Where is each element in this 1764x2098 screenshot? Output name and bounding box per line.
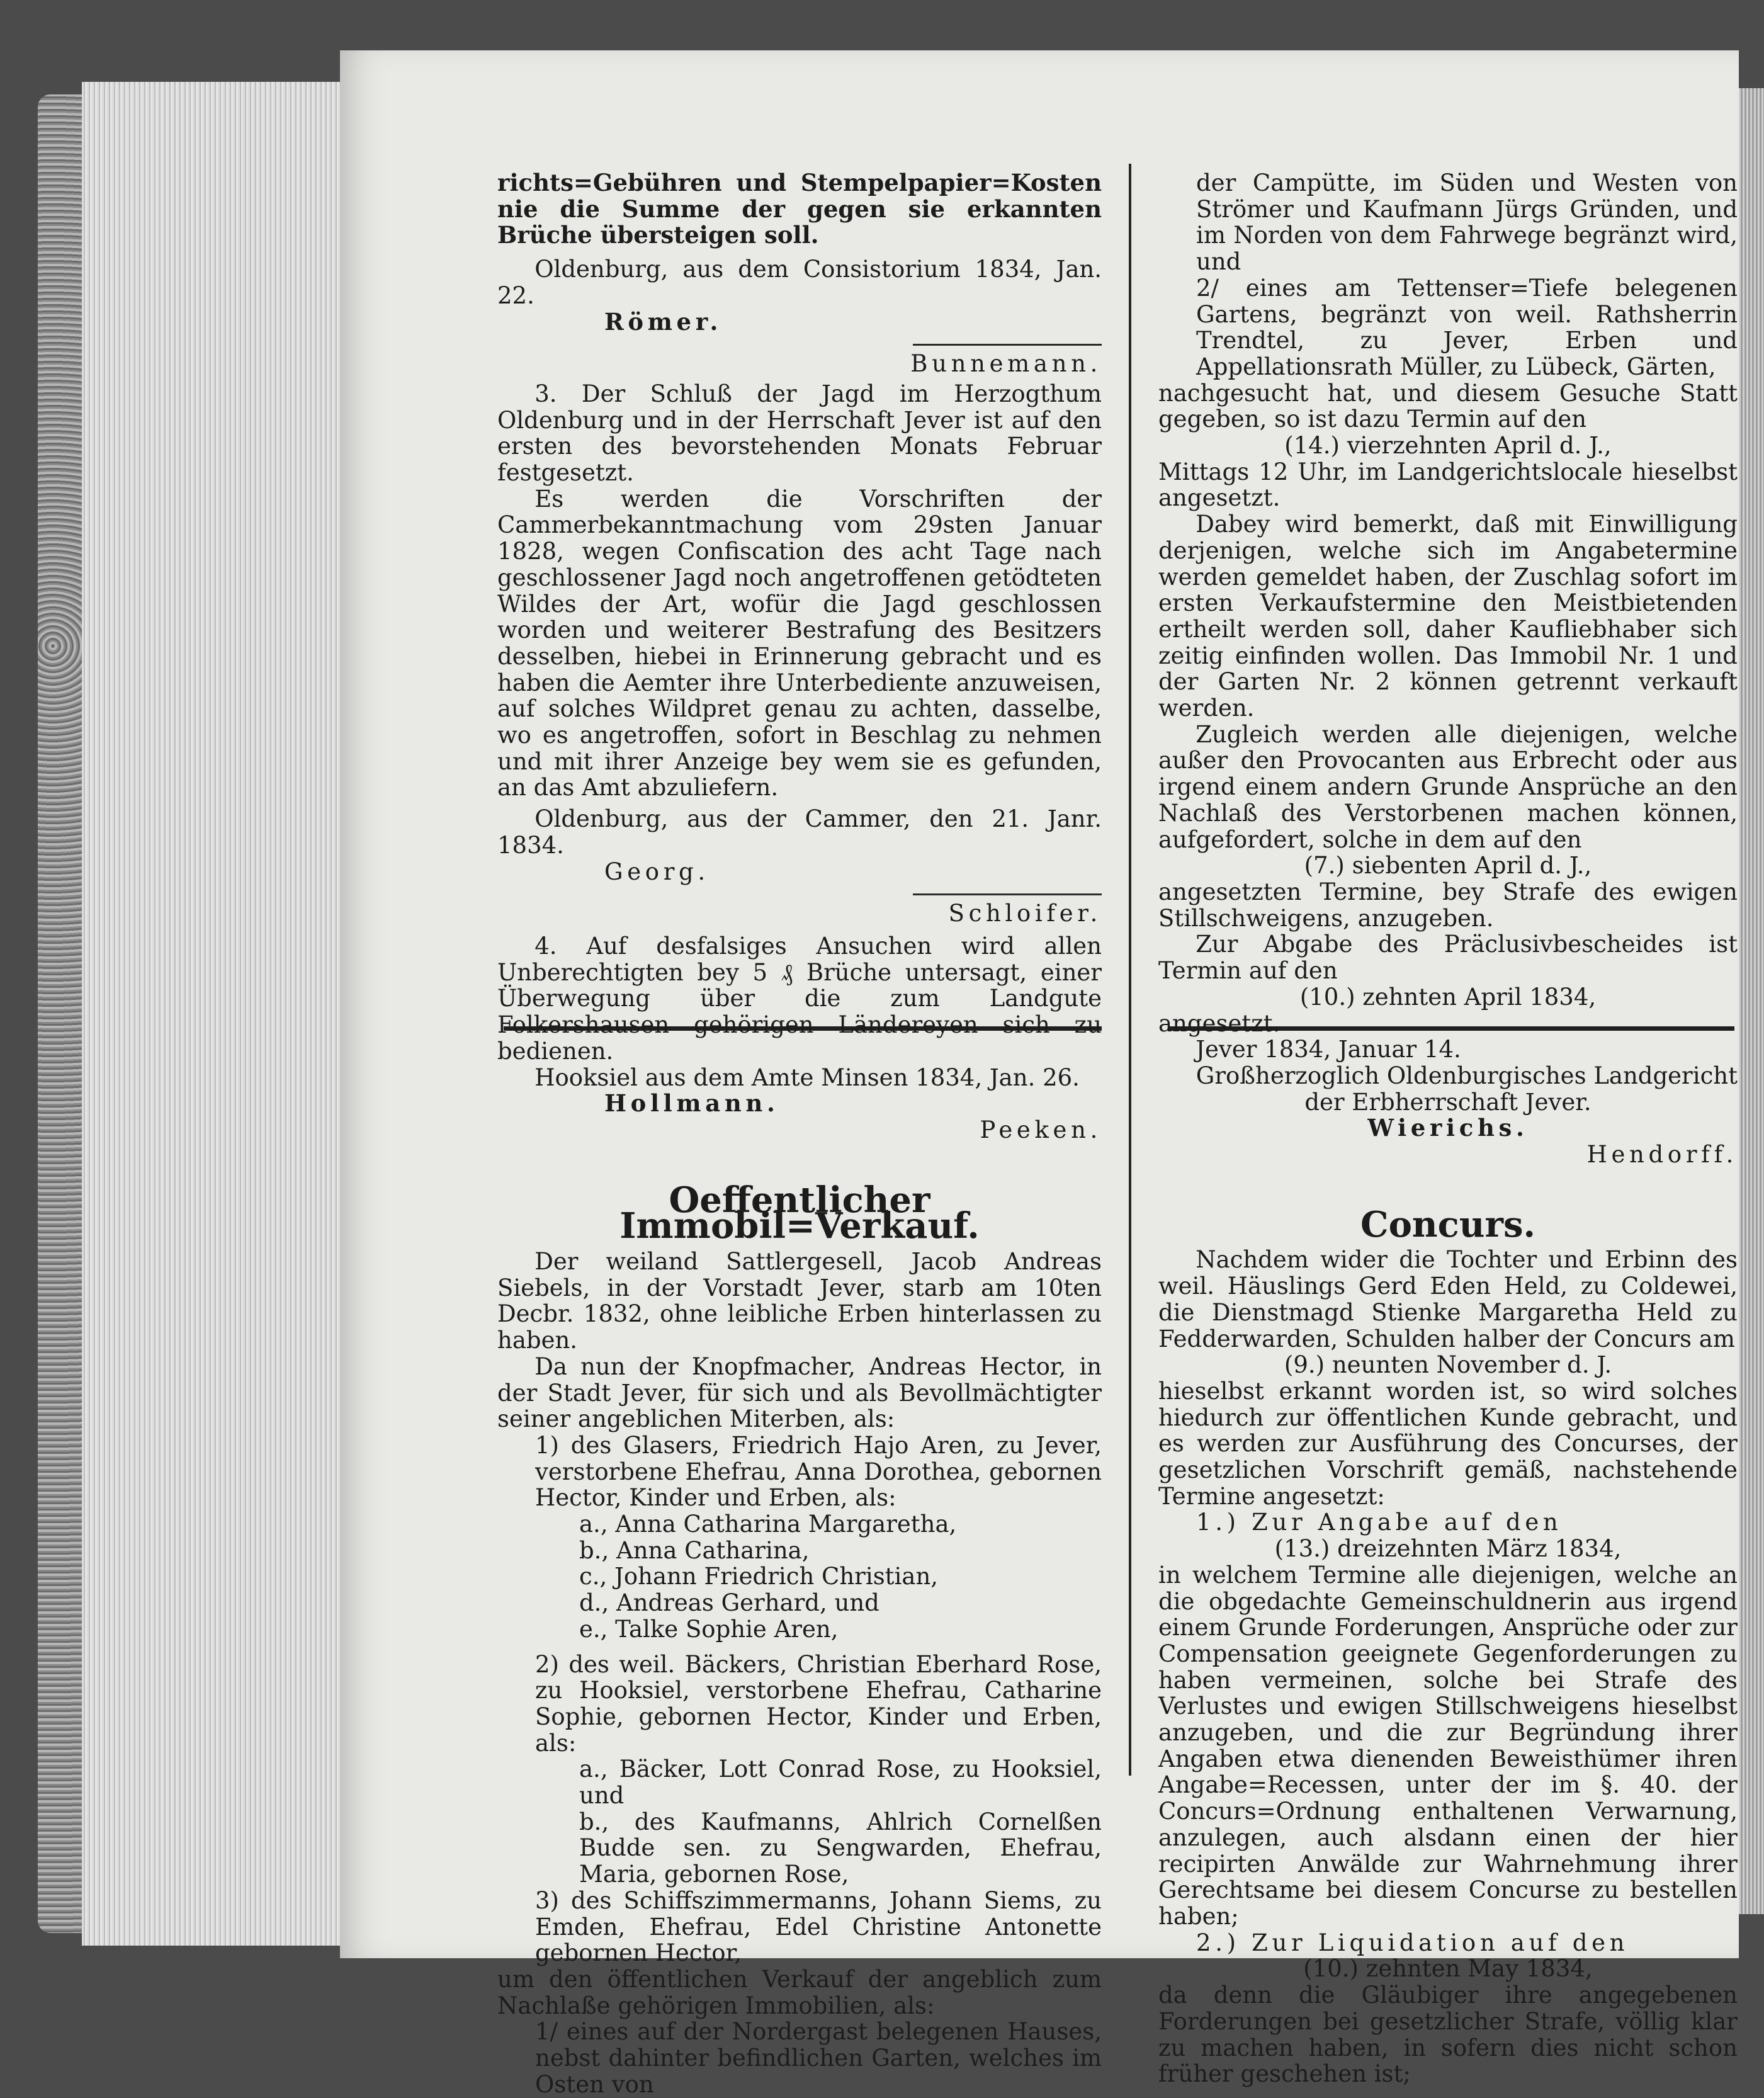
sale-cont-5: Dabey wird bemerkt, daß mit Einwilligung derjenigen, welche sich im Angabetermine werden gemeldet haben, der Zuschlag sofort im ersten Verkaufstermine den Meistbietenden ertheilt werden soll, daher Kaufliebhaber sich zeitig einfinden wollen. Das Immobil Nr. 1 und der Garten Nr. 2 können getrennt verkauft werden. — [1158, 511, 1738, 722]
column-divider — [1129, 164, 1131, 1776]
court-name-2: der Erbherrschaft Jever. — [1304, 1088, 1592, 1116]
sale-intro-1: Der weiland Sattlergesell, Jacob Andreas Siebels, in der Vorstadt Jever, starb am 10ten Decbr. 1832, ohne leibliche Erben hinterlassen zu haben. — [497, 1248, 1102, 1354]
top-place-date: Oldenburg, aus dem Consistorium 1834, Jan. 22. — [497, 256, 1102, 309]
heir-2-child-a: a., Bäcker, Lott Conrad Rose, zu Hooksiel, und — [579, 1755, 1102, 1810]
page-stack — [82, 82, 346, 1946]
term-1-text: in welchem Termine alle diejenigen, welche an die obgedachte Gemeinschuldnerin aus irgend einem Grunde Forderungen, Ansprüche oder zur Compensation geeignete Gegenforderungen zu haben vermeinen, solche bei Strafe des Verlustes und ewigen Stillschweigens hieselbst anzugeben, und die zur Begründung ihrer Angaben etwa dienenden Beweisthümer ihren Angabe=Recessen, unter der im §. 40. der Concurs=Ordnung enthaltenen Verwarnung, anzulegen, auch alsdann einen der hier recipirten Anwälde zur Wahrnehmung ihrer Gerechtsame bei diesem Concurse zu bestellen haben; — [1158, 1561, 1738, 1930]
sale-signature-1: Wierichs. — [1367, 1114, 1529, 1142]
sale-intro-2: Da nun der Knopfmacher, Andreas Hector, in der Stadt Jever, für sich und als Bevollmächtigter seiner angeblichen Miterben, als: — [497, 1352, 1102, 1433]
term-2-text: da denn die Gläubiger ihre angegebenen Forderungen bei gesetzlicher Strafe, völlig klar zu machen haben, in sofern dies nicht schon früher geschehen ist; — [1158, 1982, 1738, 2088]
term-2-date: (10.) zehnten May 1834, — [1303, 1955, 1593, 1983]
sale-cont-1: der Campütte, im Süden und Westen von Strömer und Kaufmann Jürgs Gründen, und im Norden von dem Fahrwege begränzt wird, und — [1196, 169, 1738, 276]
para4-signature-1: Hollmann. — [604, 1089, 779, 1118]
top-signature-1: Römer. — [604, 307, 723, 336]
page-right-edge — [1739, 88, 1764, 1914]
concurs-heading: Concurs. — [1360, 1203, 1535, 1245]
concurs-text-1: Nachdem wider die Tochter und Erbinn des weil. Häuslings Gerd Eden Held, zu Coldewei, die Dienstmagd Stienke Margaretha Held zu Fedderwarden, Schulden halber der Concurs am — [1158, 1246, 1738, 1352]
sale-cont-3: nachgesucht hat, und diesem Gesuche Statt gegeben, so ist dazu Termin auf den — [1158, 379, 1738, 433]
sale-heading: Oeffentlicher Immobil=Verkauf. — [619, 1179, 980, 1247]
sale-place-date: Jever 1834, Januar 14. — [1196, 1036, 1461, 1063]
concurs-date-1: (9.) neunten November d. J. — [1284, 1351, 1612, 1379]
heir-1-child-c: c., Johann Friedrich Christian, — [579, 1563, 939, 1591]
sale-tail: um den öffentlichen Verkauf der angeblich zum Nachlaße gehörigen Immobilien, als: — [497, 1966, 1102, 2019]
sale-cont-7: angesetzten Termine, bey Strafe des ewigen Stillschweigens, anzugeben. — [1158, 878, 1738, 932]
sale-cont-6: Zugleich werden alle diejenigen, welche außer den Provocanten aus Erbrecht oder aus irgend einem andern Grunde Ansprüche an den Nachlaß des Verstorbenen machen können, aufgefordert, solche in dem auf den — [1158, 720, 1738, 853]
para3-signature-1: Georg. — [604, 858, 710, 885]
heir-1-child-d: d., Andreas Gerhard, und — [579, 1589, 879, 1617]
para4-text: 4. Auf desfalsiges Ansuchen wird allen Unberechtigten bey 5 ₰ Brüche untersagt, einer Überwegung über die zum Landgute Folkershausen gehörigen Ländereyen sich zu bedienen. — [497, 932, 1102, 1065]
sale-cont-2: 2/ eines am Tettenser=Tiefe belegenen Gartens, begränzt von weil. Rathsherrin Trendtel, zu Jever, Erben und Appellationsrath Müller, zu Lübeck, Gärten, — [1196, 274, 1738, 380]
term-1-label: 1.) Zur Angabe auf den — [1196, 1509, 1563, 1536]
para3-text: 3. Der Schluß der Jagd im Herzogthum Oldenburg und in der Herrschaft Jever ist auf den ersten des bevorstehenden Monats Februar festgesetzt. — [497, 380, 1102, 487]
signature-rule — [913, 344, 1102, 346]
heir-1-child-b: b., Anna Catharina, — [579, 1536, 810, 1564]
para3-place-date: Oldenburg, aus der Cammer, den 21. Janr. 1834. — [497, 805, 1102, 859]
sale-item-1: 1/ eines auf der Nordergast belegenen Hauses, nebst dahinter befindlichen Garten, welches im Osten von — [535, 2018, 1102, 2098]
sale-cont-9: angesetzt. — [1158, 1009, 1281, 1037]
term-2-label: 2.) Zur Liquidation auf den — [1196, 1929, 1629, 1956]
top-signature-2: Bunnemann. — [910, 350, 1102, 378]
sale-date-1: (14.) vierzehnten April d. J., — [1284, 432, 1612, 460]
court-name-1: Großherzoglich Oldenburgisches Landgericht — [1196, 1062, 1738, 1089]
concurs-text-2: hieselbst erkannt worden ist, so wird solches hiedurch zur öffentlichen Kunde gebracht, und es werden zur Ausführung des Concurses, der gesetzlichen Vorschrift gemäß, nachstehende Termine angesetzt: — [1158, 1377, 1738, 1510]
top-block-text: richts=Gebühren und Stempelpapier=Kosten nie die Summe der gegen sie erkannten Brüche übersteigen soll. — [497, 169, 1102, 249]
signature-rule-2 — [913, 893, 1102, 895]
heir-2: 2) des weil. Bäckers, Christian Eberhard Rose, zu Hooksiel, verstorbene Ehefrau, Catharine Sophie, gebornen Hector, Kinder und Erben, als: — [535, 1650, 1102, 1757]
sale-date-3: (10.) zehnten April 1834, — [1299, 983, 1597, 1011]
book-spine-edge — [38, 94, 88, 1933]
para3-signature-2: Schloifer. — [948, 900, 1102, 927]
para4-signature-2: Peeken. — [980, 1116, 1102, 1143]
sale-signature-2: Hendorff. — [1586, 1141, 1738, 1169]
heir-1: 1) des Glasers, Friedrich Hajo Aren, zu Jever, verstorbene Ehefrau, Anna Dorothea, gebornen Hector, Kinder und Erben, als: — [535, 1431, 1102, 1512]
heir-2-child-b: b., des Kaufmanns, Ahlrich Cornelßen Budde sen. zu Sengwarden, Ehefrau, Maria, gebornen Rose, — [579, 1808, 1102, 1888]
heir-1-child-a: a., Anna Catharina Margaretha, — [579, 1511, 957, 1538]
sale-cont-8: Zur Abgabe des Präclusivbescheides ist Termin auf den — [1158, 931, 1738, 985]
right-column — [1158, 170, 1738, 2087]
term-1-date: (13.) dreizehnten März 1834, — [1274, 1535, 1622, 1563]
para4-place-date: Hooksiel aus dem Amte Minsen 1834, Jan. 26. — [534, 1063, 1080, 1091]
sale-date-2: (7.) siebenten April d. J., — [1304, 852, 1592, 880]
sale-cont-4: Mittags 12 Uhr, im Landgerichtslocale hieselbst angesetzt. — [1158, 458, 1738, 512]
left-column — [497, 170, 1102, 2098]
heir-3: 3) des Schiffszimmermanns, Johann Siems, zu Emden, Ehefrau, Edel Christine Antonette gebornen Hector, — [535, 1886, 1102, 1967]
para3-text-2: Es werden die Vorschriften der Cammerbekanntmachung vom 29sten Januar 1828, wegen Confiscation des acht Tage nach geschlossener Jagd noch angetroffenen getödteten Wildes der Art, wofür die Jagd geschlossen worden und weiterer Bestrafung des Besitzers desselben, hiebei in Erinnerung gebracht und es haben die Aemter ihre Unterbediente anzuweisen, auf solches Wildpret genau zu achten, dasselbe, wo es angetroffen, sofort in Beschlag zu nehmen und mit ihrer Anzeige bey wem sie es gefunden, an das Amt abzuliefern. — [497, 485, 1102, 802]
heir-1-child-e: e., Talke Sophie Aren, — [579, 1615, 839, 1643]
